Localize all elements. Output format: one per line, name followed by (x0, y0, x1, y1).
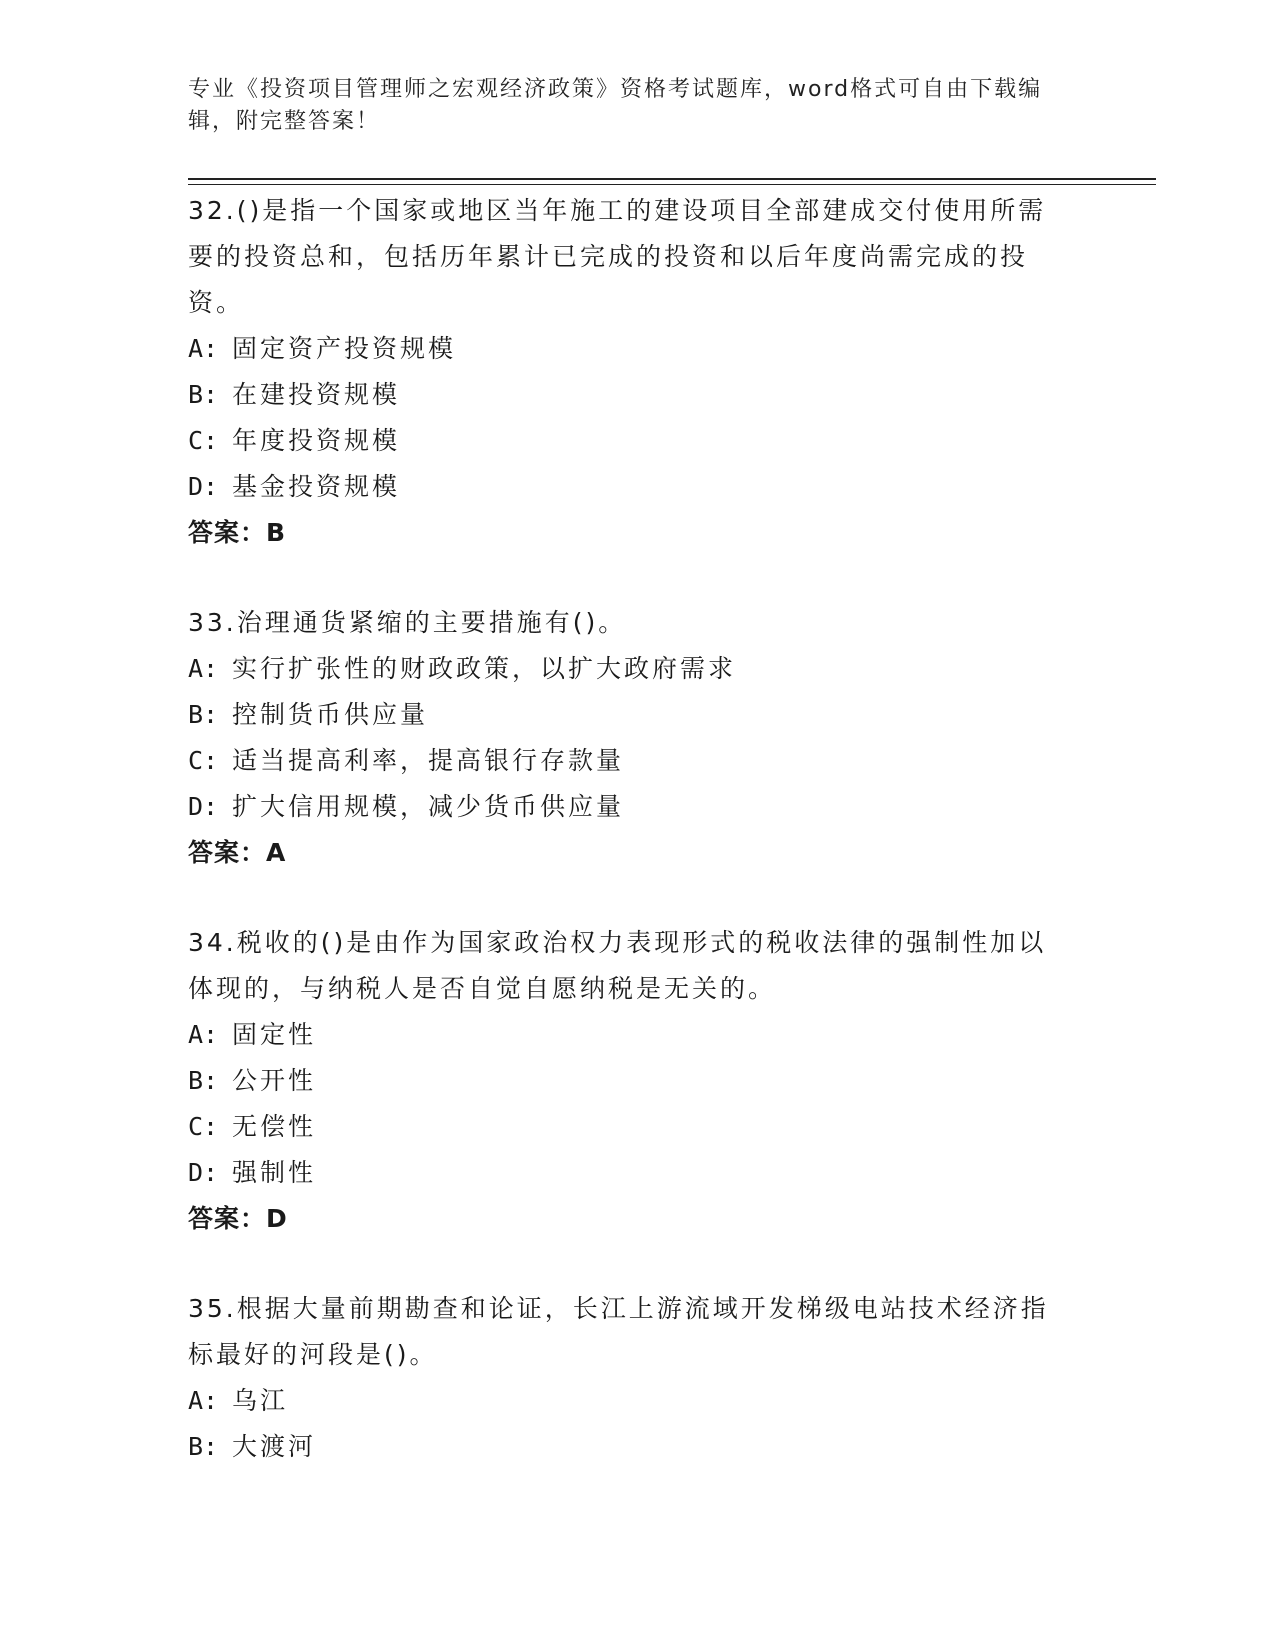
option-text: 大渡河 (232, 1432, 317, 1461)
option-text: 固定资产投资规模 (232, 334, 457, 363)
option-letter: A: (188, 1386, 219, 1415)
question-stem: 33.治理通货紧缩的主要措施有()。 (188, 608, 627, 637)
option-letter: D: (188, 792, 219, 821)
question-spacer (188, 876, 1088, 920)
option-a (188, 1378, 1088, 1424)
option-text: 基金投资规模 (232, 472, 401, 501)
question-spacer (188, 556, 1088, 600)
option-text: 强制性 (232, 1158, 317, 1187)
option-text: 年度投资规模 (232, 426, 401, 455)
option-text: 公开性 (232, 1066, 317, 1095)
option-letter: B: (188, 380, 219, 409)
option-letter: B: (188, 1432, 219, 1461)
option-d (188, 464, 1088, 510)
option-letter: D: (188, 472, 219, 501)
option-c (188, 418, 1088, 464)
option-text: 适当提高利率，提高银行存款量 (232, 746, 625, 775)
question-list (188, 188, 1088, 1470)
option-text: 固定性 (232, 1020, 317, 1049)
question-stem: 32.()是指一个国家或地区当年施工的建设项目全部建成交付使用所需要的投资总和，包括历年累计已完成的投资和以后年度尚需完成的投资。 (188, 196, 1047, 317)
option-c (188, 1104, 1088, 1150)
answer-line: 答案：D (188, 1204, 288, 1233)
option-letter: A: (188, 334, 219, 363)
option-a (188, 1012, 1088, 1058)
option-text: 无偿性 (232, 1112, 317, 1141)
answer-line: 答案：A (188, 838, 287, 867)
option-text: 实行扩张性的财政政策，以扩大政府需求 (232, 654, 737, 683)
answer-line: 答案：B (188, 518, 287, 547)
option-text: 控制货币供应量 (232, 700, 429, 729)
question-stem: 35.根据大量前期勘查和论证，长江上游流域开发梯级电站技术经济指标最好的河段是()。 (188, 1294, 1049, 1369)
question-35 (188, 1286, 1088, 1470)
option-text: 扩大信用规模，减少货币供应量 (232, 792, 625, 821)
option-b (188, 1424, 1088, 1470)
option-text: 在建投资规模 (232, 380, 401, 409)
question-32 (188, 188, 1088, 556)
option-a (188, 646, 1088, 692)
option-b (188, 692, 1088, 738)
option-b (188, 372, 1088, 418)
header-divider-thick (188, 178, 1156, 180)
question-spacer (188, 1242, 1088, 1286)
option-letter: A: (188, 1020, 219, 1049)
document-header: 专业《投资项目管理师之宏观经济政策》资格考试题库，word格式可自由下载编辑，附完整答案！ (188, 77, 1043, 134)
question-33 (188, 600, 1088, 876)
option-letter: B: (188, 1066, 219, 1095)
question-stem: 34.税收的()是由作为国家政治权力表现形式的税收法律的强制性加以体现的，与纳税人是否自觉自愿纳税是无关的。 (188, 928, 1047, 1003)
option-letter: C: (188, 426, 219, 455)
option-letter: B: (188, 700, 219, 729)
question-34 (188, 920, 1088, 1242)
option-c (188, 738, 1088, 784)
header-divider-thin (188, 184, 1156, 185)
option-a (188, 326, 1088, 372)
option-letter: D: (188, 1158, 219, 1187)
option-b (188, 1058, 1088, 1104)
option-text: 乌江 (232, 1386, 289, 1415)
option-letter: A: (188, 654, 219, 683)
option-letter: C: (188, 1112, 219, 1141)
option-d (188, 1150, 1088, 1196)
option-d (188, 784, 1088, 830)
option-letter: C: (188, 746, 219, 775)
